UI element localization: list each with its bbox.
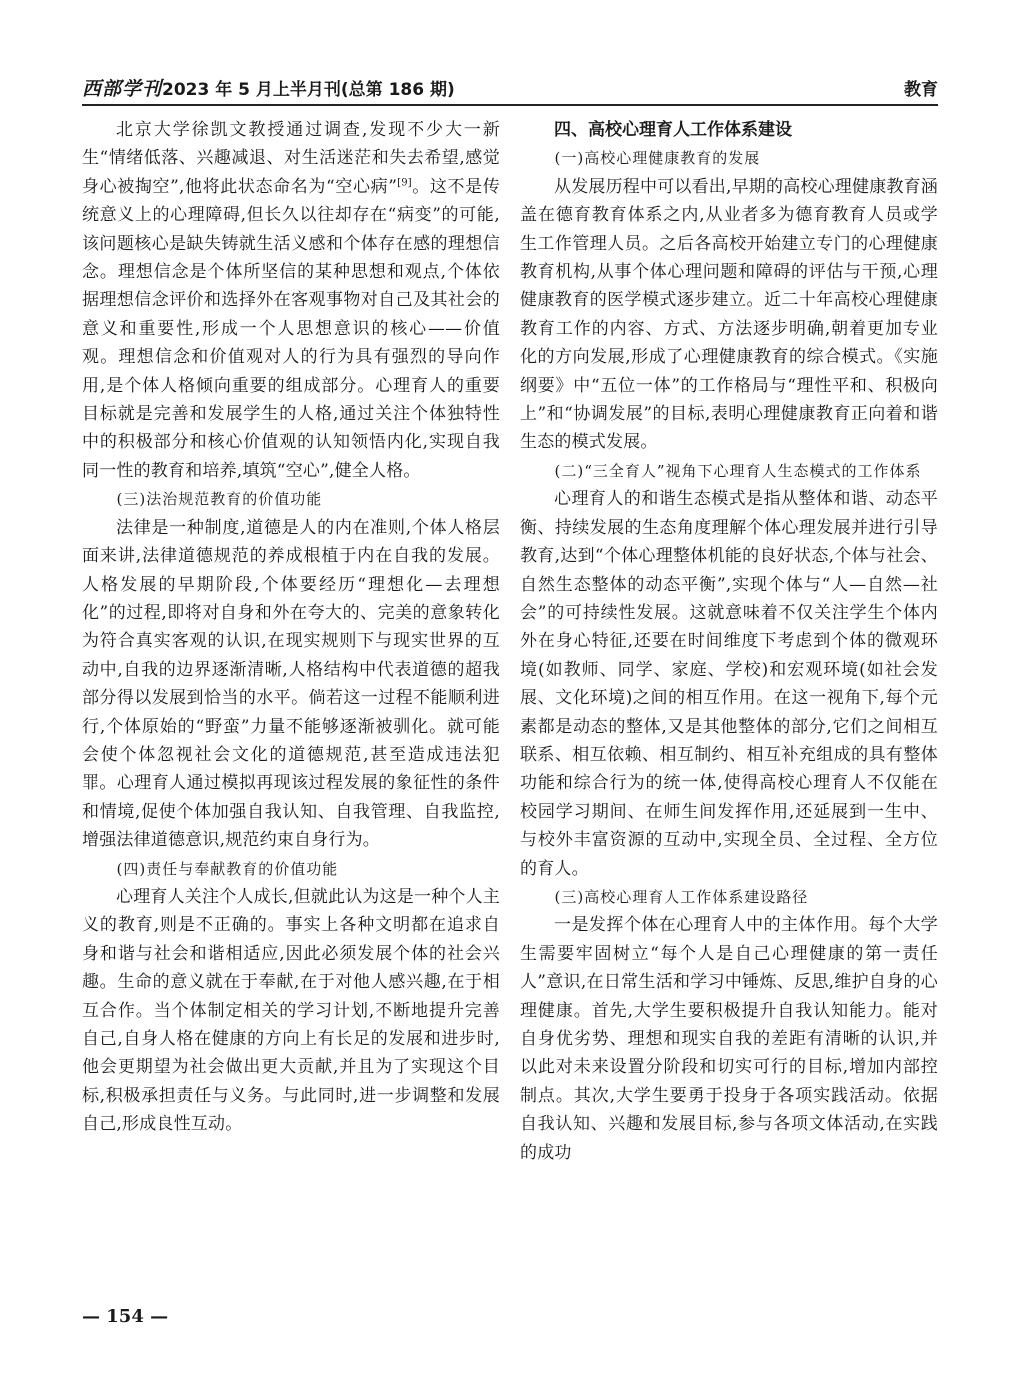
subheading-ecology: (二)“三全育人”视角下心理育人生态模式的工作体系	[554, 461, 922, 480]
paragraph-text: 北京大学徐凯文教授通过调查,发现不少大一新生“情绪低落、兴趣减退、对生活迷茫和失去希望,感觉身心被掏空”,他将此状态命名为“空心病”	[82, 120, 500, 197]
left-column	[82, 116, 500, 1139]
subheading-path: (三)高校心理育人工作体系建设路径	[554, 887, 809, 906]
paragraph-ecology: 心理育人的和谐生态模式是指从整体和谐、动态平衡、持续发展的生态角度理解个体心理发展并进行引导教育,达到“个体心理整体机能的良好状态,个体与社会、自然生态整体的动态平衡”,实现个体与“人—自然—社会”的可持续性发展。这就意味着不仅关注学生个体内外在身心特征,还要在时间维度下考虑到个体的微观环境(如教师、同学、家庭、学校)和宏观环境(如社会发展、文化环境)之间的相互作用。在这一视角下,每个元素都是动态的整体,又是其他整体的部分,它们之间相互联系、相互依赖、相互制约、相互补充组成的具有整体功能和综合行为的统一体,使得高校心理育人不仅能在校园学习期间、在师生间发挥作用,还延展到一生中、与校外丰富资源的互动中,实现全员、全过程、全方位的育人。	[520, 489, 938, 879]
paragraph-path: 一是发挥个体在心理育人中的主体作用。每个大学生需要牢固树立“每个人是自己心理健康的第一责任人”意识,在日常生活和学习中锤炼、反思,维护自身的心理健康。首先,大学生要积极提升自我认知能力。能对自身优劣势、理想和现实自我的差距有清晰的认识,并以此对未来设置分阶段和切实可行的目标,增加内部控制点。其次,大学生要勇于投身于各项实践活动。依据自我认知、兴趣和发展目标,参与各项文体活动,在实践的成功	[520, 915, 938, 1163]
subheading-law: (三)法治规范教育的价值功能	[116, 490, 323, 509]
issue-info: 2023 年 5 月上半月刊(总第 186 期)	[162, 80, 455, 100]
right-column	[520, 116, 938, 1167]
subheading-responsibility: (四)责任与奉献教育的价值功能	[116, 859, 339, 878]
paragraph-text: 。这不是传统意义上的心理障碍,但长久以往却存在“病变”的可能,该问题核心是缺失铸就生活义感和个体存在感的理想信念。理想信念是个体所坚信的某种思想和观点,个体依据理想信念评价和选择外在客观事物对自己及其社会的意义和重要性,形成一个人思想意识的核心——价值观。理想信念和价值观对人的行为具有强烈的导向作用,是个体人格倾向重要的组成部分。心理育人的重要目标就是完善和发展学生的人格,通过关注个体独特性中的积极部分和核心价值观的认知领悟内化,实现自我同一性的教育和培养,填筑“空心”,健全人格。	[82, 176, 500, 481]
paragraph-responsibility: 心理育人关注个人成长,但就此认为这是一种个人主义的教育,则是不正确的。事实上各种文明都在追求自身和谐与社会和谐相适应,因此必须发展个体的社会兴趣。生命的意义就在于奉献,在于对他人感兴趣,在于相互合作。当个体制定相关的学习计划,不断地提升完善自己,自身人格在健康的方向上有长足的发展和进步时,他会更期望为社会做出更大贡献,并且为了实现这个目标,积极承担责任与义务。与此同时,进一步调整和发展自己,形成良性互动。	[82, 886, 501, 1135]
paragraph-empty-heart	[82, 116, 500, 485]
journal-logo: 西部学刊	[82, 78, 163, 100]
citation-ref: [9]	[397, 177, 412, 189]
section-title: 教育	[904, 80, 938, 100]
paragraph-law: 法律是一种制度,道德是人的内在准则,个体人格层面来讲,法律道德规范的养成根植于内在自我的发展。人格发展的早期阶段,个体要经历“理想化—去理想化”的过程,即将对自身和外在夸大的、完美的意象转化为符合真实客观的认识,在现实规则下与现实世界的互动中,自我的边界逐渐清晰,人格结构中代表道德的超我部分得以发展到恰当的水平。倘若这一过程不能顺利进行,个体原始的“野蛮”力量不能够逐渐被驯化。就可能会使个体忽视社会文化的道德规范,甚至造成违法犯罪。心理育人通过模拟再现该过程发展的象征性的条件和情境,促使个体加强自我认知、自我管理、自我监控,增强法律道德意识,规范约束自身行为。	[82, 517, 500, 851]
paragraph-development: 从发展历程中可以看出,早期的高校心理健康教育涵盖在德育教育体系之内,从业者多为德育教育人员或学生工作管理人员。之后各高校开始建立专门的心理健康教育机构,从事个体心理问题和障碍的评估与干预,心理健康教育的医学模式逐步建立。近二十年高校心理健康教育工作的内容、方式、方法逐步明确,朝着更加专业化的方向发展,形成了心理健康教育的综合模式。《实施纲要》中“五位一体”的工作格局与“理性平和、积极向上”和“协调发展”的目标,表明心理健康教育正向着和谐生态的模式发展。	[520, 176, 939, 453]
page-header	[82, 70, 938, 106]
subheading-development: (一)高校心理健康教育的发展	[554, 149, 761, 168]
section-heading: 四、高校心理育人工作体系建设	[554, 120, 792, 140]
page-number: — 154 —	[82, 1306, 169, 1327]
